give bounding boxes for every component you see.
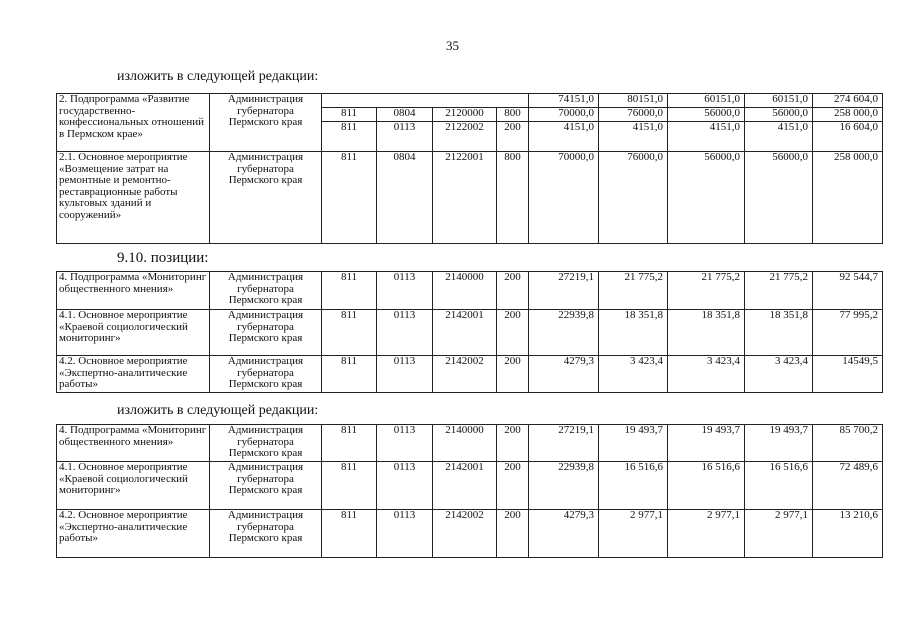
- code-cell: 2122002: [433, 122, 497, 152]
- section-heading: изложить в следующей редакции:: [117, 403, 319, 418]
- program-name: 4.1. Основное мероприятие «Краевой социологический мониторинг»: [57, 310, 210, 356]
- amount-cell: 2 977,1: [745, 510, 813, 558]
- amount-cell: 22939,8: [529, 462, 599, 510]
- code-cell: 811: [322, 356, 377, 393]
- code-cell: 800: [497, 152, 529, 244]
- amount-cell: 76000,0: [599, 108, 668, 122]
- total-cell: 258 000,0: [813, 152, 883, 244]
- total-cell: 92 544,7: [813, 272, 883, 310]
- amount-cell: 4151,0: [745, 122, 813, 152]
- code-cell: 2142002: [433, 510, 497, 558]
- code-cell: 0113: [377, 510, 433, 558]
- program-table-new: [56, 93, 883, 244]
- amount-cell: 2 977,1: [599, 510, 668, 558]
- amount-cell: 18 351,8: [668, 310, 745, 356]
- amount-cell: 21 775,2: [668, 272, 745, 310]
- amount-cell: 2 977,1: [668, 510, 745, 558]
- code-cell: 811: [322, 462, 377, 510]
- code-cell: 200: [497, 425, 529, 462]
- total-cell: 72 489,6: [813, 462, 883, 510]
- administrator-name: Администрация губернатора Пермского края: [210, 272, 322, 310]
- amount-cell: 21 775,2: [745, 272, 813, 310]
- amount-cell: 22939,8: [529, 310, 599, 356]
- amount-cell: 16 516,6: [668, 462, 745, 510]
- code-cell: 2140000: [433, 425, 497, 462]
- code-cell: 0113: [377, 425, 433, 462]
- program-name: 4.2. Основное мероприятие «Экспертно-аналитические работы»: [57, 356, 210, 393]
- total-cell: 16 604,0: [813, 122, 883, 152]
- code-cell: 2120000: [433, 108, 497, 122]
- code-cell: 2142001: [433, 310, 497, 356]
- code-cell: 2142002: [433, 356, 497, 393]
- code-cell: 200: [497, 272, 529, 310]
- code-cell: 200: [497, 356, 529, 393]
- total-cell: 274 604,0: [813, 94, 883, 108]
- program-name: 4. Подпрограмма «Мониторинг общественного мнения»: [57, 272, 210, 310]
- table-row: [57, 510, 883, 558]
- code-cell: 811: [322, 272, 377, 310]
- amount-cell: 70000,0: [529, 152, 599, 244]
- amount-cell: 80151,0: [599, 94, 668, 108]
- amount-cell: 76000,0: [599, 152, 668, 244]
- amount-cell: 19 493,7: [599, 425, 668, 462]
- amount-cell: 56000,0: [745, 108, 813, 122]
- total-cell: 85 700,2: [813, 425, 883, 462]
- program-name: 2. Подпрограмма «Развитие государственно-конфессиональных отношений в Пермском крае»: [57, 94, 210, 152]
- total-cell: 13 210,6: [813, 510, 883, 558]
- table-row: [57, 310, 883, 356]
- page-number: 35: [446, 38, 459, 53]
- amount-cell: 16 516,6: [745, 462, 813, 510]
- section-heading: 9.10. позиции:: [117, 250, 209, 266]
- amount-cell: 18 351,8: [599, 310, 668, 356]
- code-cell: 811: [322, 152, 377, 244]
- section-heading: изложить в следующей редакции:: [117, 69, 319, 84]
- code-cell: 200: [497, 310, 529, 356]
- table-row: [57, 272, 883, 310]
- code-cell: 811: [322, 122, 377, 152]
- amount-cell: 56000,0: [745, 152, 813, 244]
- administrator-name: Администрация губернатора Пермского края: [210, 462, 322, 510]
- program-name: 4. Подпрограмма «Мониторинг общественного мнения»: [57, 425, 210, 462]
- code-cell: 2142001: [433, 462, 497, 510]
- total-cell: 77 995,2: [813, 310, 883, 356]
- amount-cell: 3 423,4: [668, 356, 745, 393]
- administrator-name: Администрация губернатора Пермского края: [210, 356, 322, 393]
- amount-cell: 4151,0: [599, 122, 668, 152]
- total-cell: 14549,5: [813, 356, 883, 393]
- code-cell: 0113: [377, 122, 433, 152]
- code-cell: 200: [497, 462, 529, 510]
- program-name: 4.2. Основное мероприятие «Экспертно-аналитические работы»: [57, 510, 210, 558]
- code-cell: 0804: [377, 108, 433, 122]
- table-row: [57, 425, 883, 462]
- table-row: [57, 152, 883, 244]
- code-cell: 0113: [377, 272, 433, 310]
- amount-cell: 56000,0: [668, 108, 745, 122]
- code-cell: 811: [322, 425, 377, 462]
- code-cell: 0804: [377, 152, 433, 244]
- empty-cell: [322, 94, 529, 108]
- program-name: 4.1. Основное мероприятие «Краевой социологический мониторинг»: [57, 462, 210, 510]
- amount-cell: 18 351,8: [745, 310, 813, 356]
- amount-cell: 74151,0: [529, 94, 599, 108]
- amount-cell: 4151,0: [668, 122, 745, 152]
- amount-cell: 3 423,4: [599, 356, 668, 393]
- amount-cell: 60151,0: [668, 94, 745, 108]
- administrator-name: Администрация губернатора Пермского края: [210, 152, 322, 244]
- amount-cell: 19 493,7: [668, 425, 745, 462]
- table-row: [57, 356, 883, 393]
- administrator-name: Администрация губернатора Пермского края: [210, 94, 322, 152]
- code-cell: 811: [322, 510, 377, 558]
- total-cell: 258 000,0: [813, 108, 883, 122]
- code-cell: 0113: [377, 462, 433, 510]
- code-cell: 2140000: [433, 272, 497, 310]
- amount-cell: 27219,1: [529, 272, 599, 310]
- amount-cell: 56000,0: [668, 152, 745, 244]
- amount-cell: 60151,0: [745, 94, 813, 108]
- amount-cell: 19 493,7: [745, 425, 813, 462]
- program-name: 2.1. Основное мероприятие «Возмещение затрат на ремонтные и ремонтно-реставрационные работы культовых зданий и сооружений»: [57, 152, 210, 244]
- amount-cell: 4279,3: [529, 356, 599, 393]
- program-table-revised: [56, 424, 883, 558]
- amount-cell: 16 516,6: [599, 462, 668, 510]
- code-cell: 800: [497, 108, 529, 122]
- table-row: [57, 94, 883, 108]
- code-cell: 2122001: [433, 152, 497, 244]
- amount-cell: 70000,0: [529, 108, 599, 122]
- table-row: [57, 462, 883, 510]
- amount-cell: 4279,3: [529, 510, 599, 558]
- program-table-old: [56, 271, 883, 393]
- amount-cell: 27219,1: [529, 425, 599, 462]
- amount-cell: 4151,0: [529, 122, 599, 152]
- administrator-name: Администрация губернатора Пермского края: [210, 310, 322, 356]
- code-cell: 0113: [377, 310, 433, 356]
- administrator-name: Администрация губернатора Пермского края: [210, 510, 322, 558]
- code-cell: 200: [497, 510, 529, 558]
- code-cell: 811: [322, 108, 377, 122]
- administrator-name: Администрация губернатора Пермского края: [210, 425, 322, 462]
- code-cell: 811: [322, 310, 377, 356]
- code-cell: 0113: [377, 356, 433, 393]
- code-cell: 200: [497, 122, 529, 152]
- amount-cell: 21 775,2: [599, 272, 668, 310]
- amount-cell: 3 423,4: [745, 356, 813, 393]
